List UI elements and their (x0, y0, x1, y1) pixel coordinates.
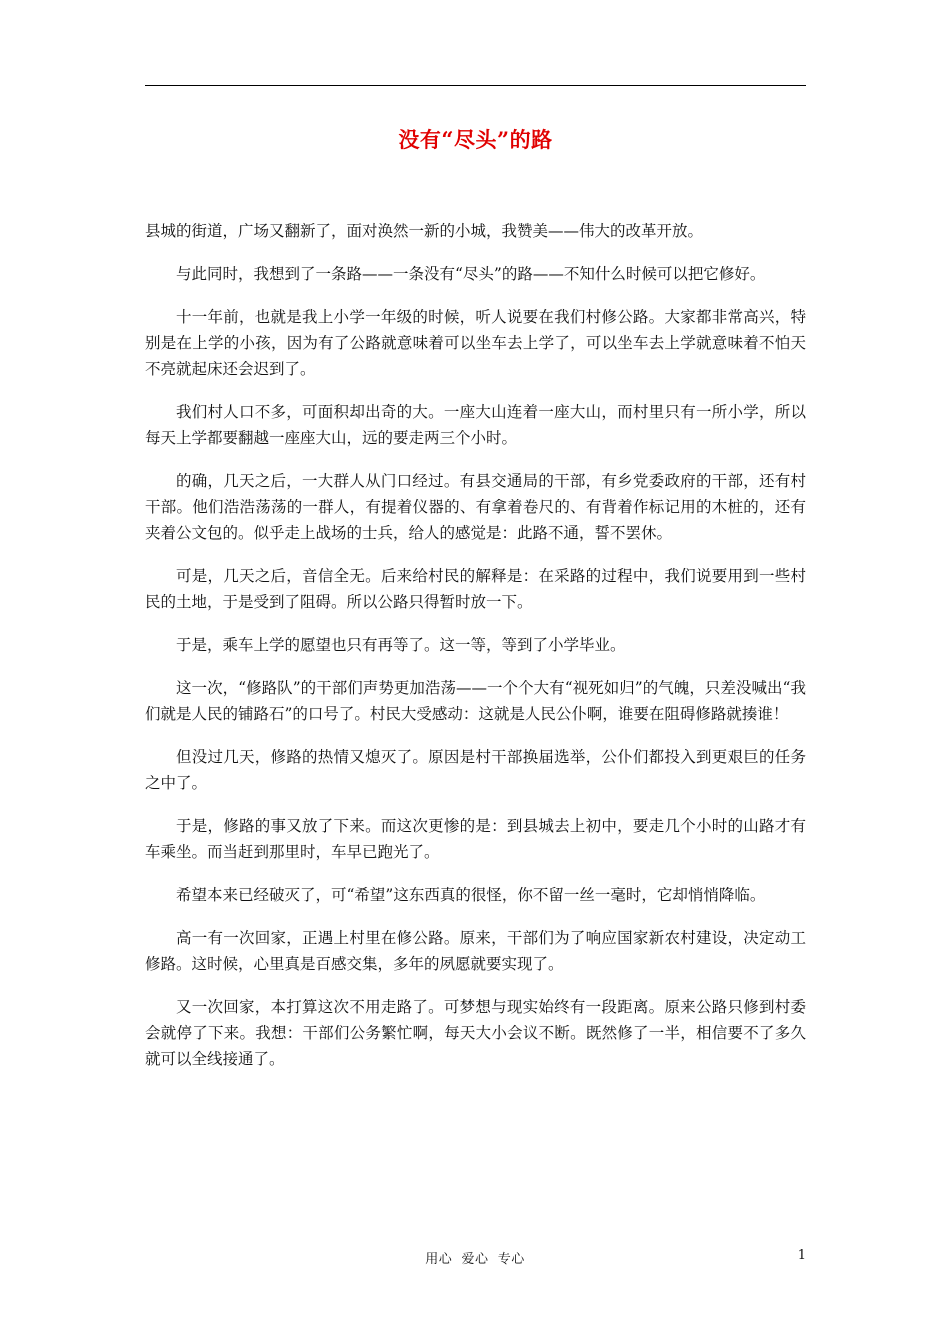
paragraph: 但没过几天，修路的热情又熄灭了。原因是村干部换届选举，公仆们都投入到更艰巨的任务之中了。 (145, 748, 806, 792)
paragraph: 的确，几天之后，一大群人从门口经过。有县交通局的干部，有乡党委政府的干部，还有村干部。他们浩浩荡荡的一群人，有提着仪器的、有拿着卷尺的、有背着作标记用的木桩的，还有夹着公文包的。似乎走上战场的士兵，给人的感觉是：此路不通，誓不罢休。 (145, 472, 806, 542)
paragraph: 希望本来已经破灭了，可“希望”这东西真的很怪，你不留一丝一毫时，它却悄悄降临。 (176, 886, 766, 904)
footer-motto: 用心 爱心 专心 (425, 1252, 525, 1267)
header-rule (145, 85, 806, 86)
paragraph: 可是，几天之后，音信全无。后来给村民的解释是：在采路的过程中，我们说要用到一些村民的土地，于是受到了阻碍。所以公路只得暂时放一下。 (145, 567, 806, 611)
paragraph: 于是，修路的事又放了下来。而这次更惨的是：到县城去上初中，要走几个小时的山路才有车乘坐。而当赶到那里时，车早已跑光了。 (145, 817, 806, 861)
document-title: 没有“尽头”的路 (398, 127, 553, 152)
paragraph: 高一有一次回家，正遇上村里在修公路。原来，干部们为了响应国家新农村建设，决定动工修路。这时候，心里真是百感交集，多年的夙愿就要实现了。 (145, 929, 806, 973)
document-body (145, 218, 806, 1089)
paragraph: 这一次，“修路队”的干部们声势更加浩荡——一个个大有“视死如归”的气魄，只差没喊出“我们就是人民的铺路石”的口号了。村民大受感动：这就是人民公仆啊，谁要在阻碍修路就揍谁！ (145, 679, 806, 723)
paragraph: 县城的街道，广场又翻新了，面对涣然一新的小城，我赞美——伟大的改革开放。 (145, 222, 704, 240)
paragraph: 于是，乘车上学的愿望也只有再等了。这一等，等到了小学毕业。 (176, 636, 626, 654)
paragraph: 又一次回家，本打算这次不用走路了。可梦想与现实始终有一段距离。原来公路只修到村委会就停了下来。我想：干部们公务繁忙啊，每天大小会议不断。既然修了一半，相信要不了多久就可以全线接通了。 (145, 998, 806, 1068)
paragraph: 我们村人口不多，可面积却出奇的大。一座大山连着一座大山，而村里只有一所小学，所以每天上学都要翻越一座座大山，远的要走两三个小时。 (145, 403, 806, 447)
page-number: 1 (797, 1248, 806, 1263)
paragraph: 与此同时，我想到了一条路——一条没有“尽头”的路——不知什么时候可以把它修好。 (176, 265, 766, 283)
paragraph: 十一年前，也就是我上小学一年级的时候，听人说要在我们村修公路。大家都非常高兴，特别是在上学的小孩，因为有了公路就意味着可以坐车去上学了，可以坐车去上学就意味着不怕天不亮就起床还会迟到了。 (145, 308, 806, 378)
